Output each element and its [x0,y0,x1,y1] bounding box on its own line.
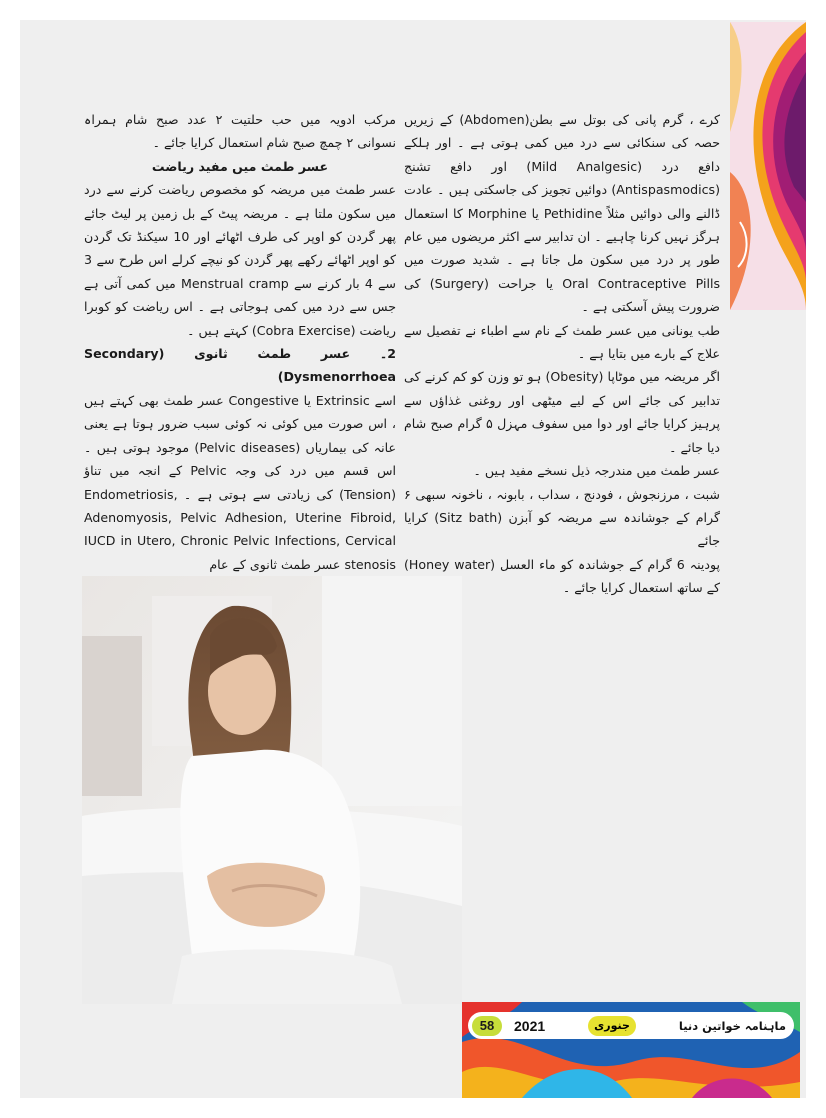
magazine-footer [462,1002,800,1098]
article-paragraph: طب یونانی میں عسر طمث کے نام سے اطباء نے تفصیل سے علاج کے بارے میں بتایا ہے ۔ [404,322,720,362]
article-paragraph: اسے Extrinsic یا Congestive عسر طمث بھی کہتے ہیں ، اس صورت میں کوئی نہ کوئی سبب ضرور ہوتا ہے یعنی عانہ کی بیماریاں (Pelvic diseases) موجود ہوتی ہیں ۔ اس قسم میں درد کی وجہ Pelvic کے انجہ میں تناؤ (Tension) کی زیادتی سے ہوتی ہے ۔ Endometriosis, Adenomyosis, Pelvic Adhesion, Uterine Fibroid, IUCD in Utero, Chronic Pelvic Infections, Cervical stenosis عسر طمث ثانوی کے عام [84,392,397,572]
article-column-right [404,108,721,596]
issue-year: 2021 [514,1017,546,1034]
article-column-left [84,108,396,576]
decorative-swirl-art [730,22,806,310]
section-heading: 2۔ عسر طمث ثانوی (Secondary Dysmenorrhoea) [84,346,396,385]
article-paragraph: اگر مریضہ میں موٹاپا (Obesity) ہو تو وزن کو کم کرنے کی تدابیر کی جائے اس کے لیے میٹھی اور روغنی غذاؤں سے پرہیز کرایا جائے اور دوا میں سفوف مہزل ۵ گرام صبح شام دیا جائے ۔ [404,369,721,455]
article-paragraph: شبت ، مرزنجوش ، فودنج ، سداب ، بابونہ ، ناخونہ سبھی ۶ گرام کے جوشاندہ سے مریضہ کو آبزن (Sitz bath) کرایا جائے [404,486,720,549]
article-paragraph: کرے ، گرم پانی کی بوتل سے بطن(Abdomen) کے زیریں حصہ کی سنکائی سے درد میں کمی ہوتی ہے ۔ اور ہلکے دافع درد (Mild Analgesic) اور دافع تشنج (Antispasmodics) دوائیں تجویز کی جاسکتی ہیں ۔ عادت ڈالنے والی دوائیں مثلاً Pethidine یا Morphine کا استعمال ہرگز نہیں کرنا چاہیے ۔ ان تدابیر سے اکثر مریضوں میں عام طور پر درد میں سکون مل جاتا ہے ۔ شدید صورت میں Oral Contraceptive Pills یا جراحت (Surgery) کی ضرورت پیش آسکتی ہے ۔ [404,112,721,315]
section-heading: عسر طمث میں مفید ریاضت [151,158,329,174]
article-paragraph: مرکب ادویہ میں حب حلتیت ۲ عدد صبح شام ہمراہ نسوانی ۲ چمچ صبح شام استعمال کرایا جائے ۔ [84,112,396,151]
magazine-title: ماہنامہ خواتین دنیا [678,1018,786,1033]
article-paragraph: عسر طمث میں مریضہ کو مخصوص ریاضت کرنے سے درد میں سکون ملتا ہے ۔ مریضہ پیٹ کے بل زمین پر لیٹ جائے پھر گردن کو اوپر کی طرف اٹھائے اور 10 سیکنڈ تک گردن کو اوپر اٹھائے رکھے پھر گردن کو نیچے کرلے اس طرح سے 3 سے 4 بار کرنے سے Menstrual cramp میں کمی آتی ہے جس سے درد میں کمی ہوجاتی ہے ۔ اس ریاضت کو کوبرا ریاضت (Cobra Exercise) کہتے ہیں ۔ [84,182,396,338]
page-number: 58 [472,1016,502,1036]
issue-month: جنوری [588,1016,636,1036]
article-photo-woman-cramps [82,576,462,1004]
footer-bar [468,1012,794,1039]
article-paragraph: پودینہ 6 گرام کے جوشاندہ کو ماء العسل (Honey water) کے ساتھ استعمال کرایا جائے ۔ [404,556,720,596]
article-paragraph: عسر طمث میں مندرجہ ذیل نسخے مفید ہیں ۔ [473,463,720,479]
